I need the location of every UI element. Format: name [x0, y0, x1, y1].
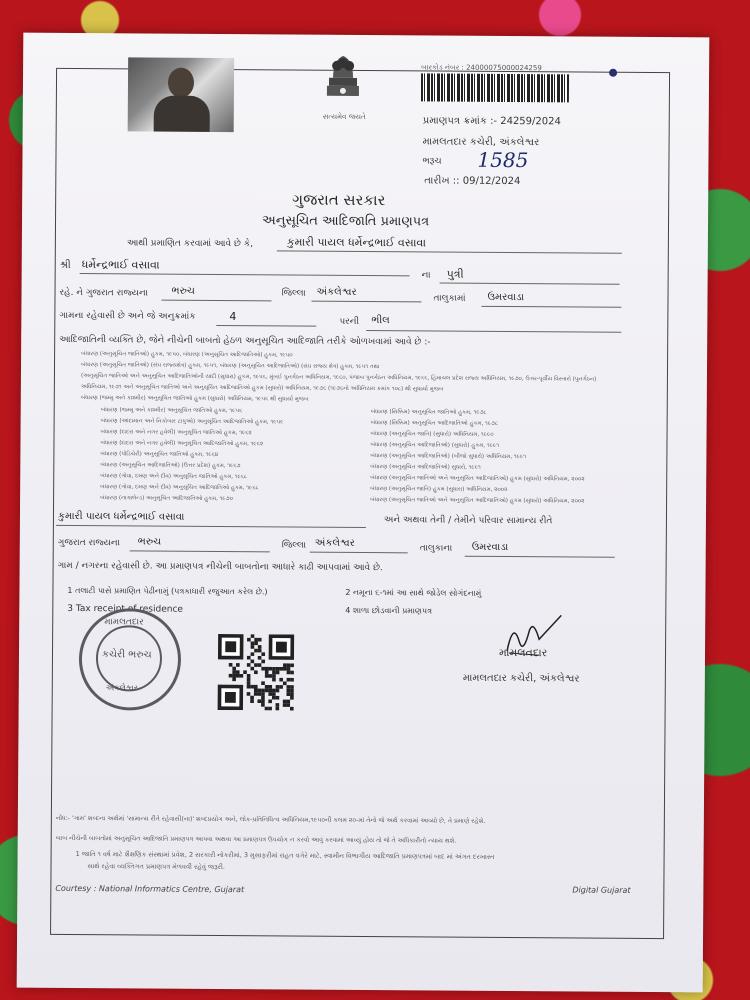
orders-left-item: બંધારણ (ગોવા, દમણ અને દીવ) અનુસૂચિત જાતિઓ હુકમ, ૧૯૬૮	[100, 473, 248, 481]
second-taluka-label: તાલુકાના	[419, 543, 453, 554]
certificate-paper	[17, 33, 710, 993]
photo-face	[168, 68, 194, 98]
photo-body	[154, 96, 210, 132]
office-stamp	[79, 608, 182, 711]
taluka-label: તાલુકામાં	[433, 293, 466, 304]
second-state-label: ગુજરાત રાજ્યના	[57, 537, 120, 549]
orders-right-item: બંધારણ (અનુસૂચિત આદિજાતિઓ) (બીજો સુધારો) અધિનિયમ, ૧૯૯૧	[370, 453, 527, 461]
note-4: સાથે રહેવા વ્યક્તિગત પ્રમાણપત્ર મેળવવી રહેવું જરૂરી.	[87, 862, 225, 872]
orders-full-item: અધિનિયમ, ૧૯૭૧ અને અનુસૂચિત જાતિઓ અને અનુસૂચિત આદિજાતિઓ હુકમ (સુધારો) અધિનિયમ, ૧૯૭૬ (૧૯૭૬નો અધિનિયમ ક્રમાંક ૧૦૮) થી સુધાર્યા મુજબ	[80, 384, 444, 393]
issuing-office: મામલતદાર કચેરી, અંકલેશ્વર	[422, 136, 540, 149]
stamp-bottom-text: અંકલેશ્વર	[105, 683, 138, 693]
orders-right-item: બંધારણ (અનુસૂચિત જાતિઓ અને અનુસૂચિત આદિજાતિઓ) હુકમ (સુધારો) અધિનિયમ, ૨૦૦૨	[370, 497, 585, 505]
orders-left-item: બંધારણ (દાદરા અને નગર હવેલી) અનુસૂચિત જાતિઓ હુકમ, ૧૯૬૨	[100, 429, 252, 437]
relation: પુત્રી	[446, 267, 464, 281]
orders-right-item: બંધારણ (અનુસૂચિત આદિજાતિઓ) સુધારો, ૧૯૯૧	[370, 464, 481, 471]
second-taluka: ઉમરવાડા	[471, 541, 509, 554]
second-district: ભરુચ	[137, 536, 162, 548]
orders-left-item: બંધારણ (પોંડિચેરી) અનુસૂચિત જાતિઓ હુકમ, ૧૯૬૪	[100, 451, 219, 458]
certificate-number: પ્રમાણપત્ર ક્રમાંક :- 24259/2024	[422, 115, 561, 128]
orders-full-item: (અનુસૂચિત જાતિઓ અને અનુસૂચિત આદિજાતિઓની યાદી (સુધારા) હુકમ, ૧૯૫૬, મુંબઈ પુનર્ગઠન અધિનિયમ, ૧૯૬૦, પંજાબ પુનર્ગઠન અધિનિયમ, ૧૯૬૬, હિમાચલ પ્રદેશ રાજ્ય અધિનિયમ, ૧૯૭૦, ઉત્તર-પૂર્વીય વિસ્તારો (પુનર્ગઠન)	[80, 373, 597, 383]
district-word: જિલ્લા	[281, 288, 306, 299]
orders-right-item: બંધારણ (સિક્કિમ) અનુસૂચિત જાતિઓ હુકમ, ૧૯૭૮	[370, 409, 487, 416]
orders-full-item: બંધારણ (અનુસૂચિત જાતિઓ) (સંઘ રાજ્યક્ષેત્ર) હુકમ, ૧૯૫૧, બંધારણ (અનુસૂચિત આદિજાતિઓ) (સંઘ રાજ્ય ક્ષેત્ર) હુકમ, ૧૯૫૧ તથા	[81, 362, 380, 371]
state-label: રહે. ને ગુજરાત રાજ્યના	[59, 287, 148, 299]
stamp-top-text: મામલતદાર	[104, 617, 144, 628]
anukram-number: 4	[229, 310, 237, 324]
emblem-caption: સત્યમેવ જયતે	[322, 112, 366, 122]
orders-right-item: બંધારણ (અનુસૂચિત જાતિઓ અને અનુસૂચિત આદિજાતિઓ) હુકમ (સુધારો) અધિનિયમ, ૨૦૦૨	[370, 475, 585, 483]
applicant-photo	[128, 57, 235, 132]
taluka: ઉમરવાડા	[487, 291, 524, 304]
tribe-label: પરની	[339, 316, 360, 327]
orders-left-item: બંધારણ (દાદરા અને નગર હવેલી) અનુસૂચિત આદિજાતિઓ હુકમ, ૧૯૬૨	[100, 440, 264, 448]
prefix-shri: શ્રી	[59, 259, 71, 271]
na-label: ના	[421, 270, 431, 281]
orders-full-item: બંધારણ (અનુસૂચિત જાતિઓ) હુકમ, ૧૯૫૦, બંધારણ (અનુસૂચિત આદિજાતિઓ) હુકમ, ૧૯૫૦	[81, 351, 293, 359]
basis-item-1: 1 તલાટી પાસે પ્રમાણિત પેઢીનામું (પત્રકાધારી રજુઆત કરેલ છે.)	[67, 585, 268, 597]
basis-item-2: 2 નમૂના ૬-૧માં આ સાથે જોડેલ સોગંદનામું	[345, 587, 482, 598]
note-1: નોંધ:- 'ગામ' શબ્દના અર્થમાં 'સામાન્ય રીતે રહેવાસી(ના)' શબ્દપ્રયોગ અને, લોક-પ્રતિનિધિત્વ અધિનિયમ,૧૯૫૦ની કલમ ૨૦-માં તેનો જે અર્થ કરવામાં આવ્યો છે, તે પ્રમાણે રહેશે.	[55, 814, 486, 825]
barcode-label: બારકોડ નંબર : 24000075000024259	[421, 63, 542, 73]
note-3: 1 જાતિ ૧ વર્ષ માટે શૈક્ષણિક સંસ્થામાં પ્રવેશ, 2 સરકારી નોકરીમાં, 3 મુસાફરીમાં રાહત વગેરે માટે, સ્વામીન વિભાગીય આદિજાતિ પ્રમાણપત્રમાં બાદ માં અંગત દરખાસ્ત	[75, 850, 495, 861]
orders-left-item: બંધારણ (ગોવા, દમણ અને દીવ) અનુસૂચિત આદિજાતિઓ હુકમ, ૧૯૬૮	[100, 484, 259, 492]
govt-title: ગુજરાત સરકાર	[292, 190, 386, 210]
orders-left-item: બંધારણ (અનુસૂચિત આદિજાતિઓ) (ઉત્તર પ્રદેશ) હુકમ, ૧૯૬૭	[100, 462, 241, 470]
applicant-name: કુમારી પાયલ ધર્મેન્દ્રભાઈ વસાવા	[286, 235, 427, 250]
orders-right-item: બંધારણ (અનુસૂચિત જાતિ) હુકમ (સુધારા) અધિનિયમ, ૨૦૦૨	[370, 486, 508, 494]
family-text: અને અથવા તેની / તેમીને પરિવાર સામાન્ય રીતે	[383, 515, 553, 527]
handwritten-number: 1585	[477, 147, 529, 173]
orders-right-item: બંધારણ (સિક્કિમ) અનુસૂચિત આદિજાતિઓ હુકમ, ૧૯૭૮	[370, 420, 499, 427]
tribe: ભીલ	[371, 315, 390, 327]
district: ભરુચ	[171, 285, 195, 297]
certify-label: આથી પ્રમાણિત કરવામાં આવે છે કે,	[126, 238, 253, 250]
orders-right-item: બંધારણ (અનુસૂચિત જાતિ) (સુધારો) અધિનિયમ, ૧૯૯૦	[370, 431, 494, 438]
second-taluka-district: અંકલેશ્વર	[314, 537, 355, 549]
anukram-label: ગામના રહેવાસી છે અને જે અનુક્રમાંક	[59, 310, 196, 322]
footer-courtesy: Courtesy : National Informatics Centre, Gujarat	[55, 883, 245, 895]
ashoka-emblem-icon	[315, 50, 371, 116]
basis-item-4: 4 શાળા છોડવાની પ્રમાણપત્ર	[345, 605, 433, 616]
orders-right-item: બંધારણ (અનુસૂચિત આદિજાતિઓ) (સુધારો) હુકમ, ૧૯૯૧	[370, 442, 499, 449]
second-name: કુમારી પાયલ ધર્મેન્દ્રભાઈ વસાવા	[57, 510, 185, 523]
orders-left-item: બંધારણ (આંદામાન અને નિકોબાર ટાપુઓ) અનુસૂચિત આદિજાતિઓ હુકમ, ૧૯૫૯	[100, 418, 284, 426]
taluka-district: અંકલેશ્વર	[316, 286, 357, 298]
qr-code-icon	[217, 634, 296, 711]
stamp-middle-text: કચેરી ભરુચ	[101, 649, 152, 661]
second-district-word: જિલ્લા	[281, 540, 307, 551]
intro-text: આદિજાતિની વ્યક્તિ છે, જેને નીચેની બાબતો હેઠળ અનુસૂચિત આદિજાતિ તરીકે ઓળખવામાં આવે છે :-	[59, 334, 431, 348]
footer-digital: Digital Gujarat	[572, 885, 631, 895]
orders-full-item: બંધારણ (જમ્મુ અને કાશ્મીર) અનુસૂચિત જાતિઓ હુકમ (સુધારો) અધિનિયમ, ૧૯૫૬ થી સુધાર્યા મુજબ	[80, 395, 309, 403]
note-2: બાબ નીચેની બાબતોમાં અનુસૂચિત આદિજાતિ પ્રમાણપત્ર આપવા અથવા આ પ્રમાણપત્ર ઉપયોગ ન કરવો આવું કરવામાં આવ્યું હોય તો જે તે અધિકારીનો ન્યાય થશે.	[55, 834, 457, 845]
orders-left-item: બંધારણ (નાગાલેન્ડ) અનુસૂચિત આદિજાતિઓ હુકમ, ૧૯૭૦	[100, 495, 233, 503]
barcode	[421, 73, 569, 102]
issue-date: તારીખ :: 09/12/2024	[424, 175, 521, 188]
orders-left-item: બંધારણ (જમ્મુ અને કાશ્મીર) અનુસૂચિત જાતિઓ હુકમ, ૧૯૫૬	[100, 407, 243, 415]
basis-item-3: 3 Tax receipt of residence	[67, 603, 183, 615]
signatory-title: મામલતદાર	[498, 645, 548, 660]
ink-dot	[609, 69, 617, 77]
signatory-office: મામલતદાર કચેરી, અંકલેશ્વર	[462, 672, 580, 685]
father-name: ધર્મેન્દ્રભાઈ વસાવા	[81, 258, 160, 272]
certificate-title: અનુસૂચિત આદિજાતિ પ્રમાણપત્ર	[261, 213, 430, 230]
district-label: ભરૂચ	[422, 156, 442, 167]
resident-text: ગામ / નગરના રહેવાસી છે. આ પ્રમાણપત્ર નીચેની બાબતોના આધારે કાઢી આપવામાં આવે છે.	[57, 560, 383, 574]
